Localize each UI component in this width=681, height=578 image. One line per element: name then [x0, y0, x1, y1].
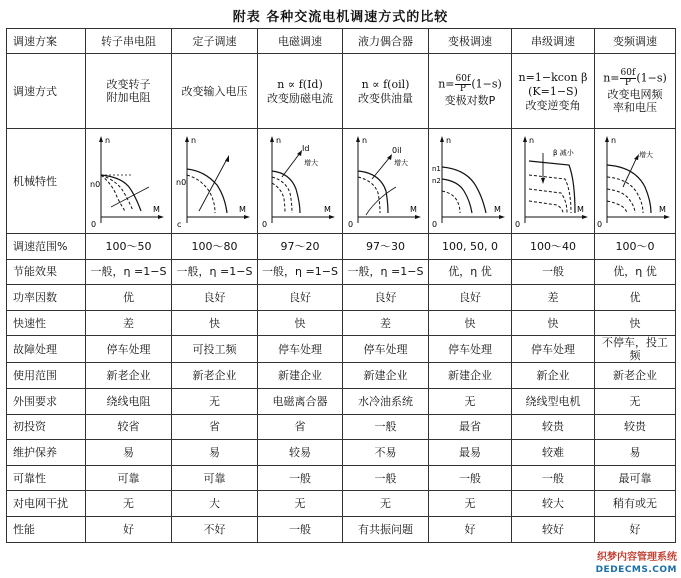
method-cell [429, 54, 512, 129]
characteristic-diagram [260, 131, 340, 231]
row-label: 快速性 [7, 310, 86, 336]
curve [101, 175, 133, 211]
row-label: 调速方式 [7, 54, 86, 129]
speed-formula [597, 69, 673, 88]
col-header: 定子调速 [172, 29, 258, 54]
direction-arrow [623, 157, 637, 187]
table-cell: 较好 [512, 516, 595, 542]
curve [607, 201, 627, 213]
axis-n-label: n [611, 136, 617, 145]
method-cell [343, 54, 429, 129]
table-cell: 一般，η =1−S [172, 259, 258, 285]
table-cell: 不易 [343, 440, 429, 466]
row-label: 功率因数 [7, 285, 86, 311]
table-cell: 停车处理 [512, 336, 595, 363]
origin-label: 0 [515, 220, 521, 229]
fraction-denominator: P [459, 84, 466, 94]
method-text: 改变励磁电流 [267, 91, 333, 105]
characteristic-diagram [89, 131, 169, 231]
curve [529, 189, 567, 213]
characteristic-diagram [346, 131, 426, 231]
table-cell: 好 [595, 516, 676, 542]
row-header-label: 调速方案 [7, 29, 86, 54]
table-cell: 停车处理 [343, 336, 429, 363]
characteristic-cell [258, 129, 343, 234]
table-cell: 不停车，投工频 [595, 336, 676, 363]
row-label: 外围要求 [7, 388, 86, 414]
formula-prefix: n= [603, 71, 620, 84]
col-header: 变频调速 [595, 29, 676, 54]
axis-arrow [415, 215, 421, 219]
table-cell: 一般 [429, 465, 512, 491]
table-cell: 100～40 [512, 234, 595, 260]
table-cell: 好 [86, 516, 172, 542]
axis-m-label: M [577, 205, 584, 214]
row-label: 可靠性 [7, 465, 86, 491]
axis-arrow [185, 136, 189, 142]
method-text: 改变逆变角 [525, 98, 581, 112]
axis-n-label: n [104, 136, 110, 145]
table-cell: 97～30 [343, 234, 429, 260]
table-row [7, 465, 676, 491]
table-cell: 稍有或无 [595, 491, 676, 517]
table-cell: 停车处理 [258, 336, 343, 363]
table-cell: 100～50 [86, 234, 172, 260]
table-cell: 较易 [258, 440, 343, 466]
table-cell: 最可靠 [595, 465, 676, 491]
table-cell: 良好 [172, 285, 258, 311]
method-cell [258, 54, 343, 129]
method-text: 改变转子 [106, 78, 151, 91]
characteristic-cell [86, 129, 172, 234]
table-cell: 无 [86, 491, 172, 517]
characteristic-diagram [595, 131, 675, 231]
table-cell: 快 [172, 310, 258, 336]
curve [529, 175, 571, 213]
col-header: 转子串电阻 [86, 29, 172, 54]
axis-arrow [244, 215, 250, 219]
axis-arrow [329, 215, 335, 219]
table-cell: 易 [86, 440, 172, 466]
table-cell: 易 [595, 440, 676, 466]
table-cell: 新建企业 [429, 363, 512, 389]
axis-arrow [523, 136, 527, 142]
table-cell: 差 [86, 310, 172, 336]
axis-arrow [99, 136, 103, 142]
row-label: 调速范围% [7, 234, 86, 260]
axis-n-label: n [190, 136, 196, 145]
curve [529, 201, 563, 213]
table-cell: 新老企业 [595, 363, 676, 389]
speed-formula: (K=1−S) [528, 84, 578, 98]
load-line [199, 159, 227, 211]
table-cell: 一般，η =1−S [86, 259, 172, 285]
method-text: 附加电阻 [106, 91, 151, 104]
speed-formula: n ∝ f(Id) [277, 77, 323, 91]
page-title: 附表 各种交流电机调速方式的比较 [232, 10, 449, 25]
table-cell: 快 [429, 310, 512, 336]
speed-formula: n ∝ f(oil) [361, 77, 410, 91]
beta-label: β 减小 [553, 149, 574, 157]
table-cell: 新老企业 [86, 363, 172, 389]
row-label: 维护保养 [7, 440, 86, 466]
axis-m-label: M [152, 205, 160, 214]
axis-arrow [664, 215, 670, 219]
table-cell: 快 [595, 310, 676, 336]
load-curve [366, 187, 396, 215]
table-cell: 无 [258, 491, 343, 517]
n0-label: n0 [89, 180, 100, 189]
table-row [7, 336, 676, 363]
axis-arrow [582, 215, 588, 219]
curve [607, 165, 651, 213]
table-cell: 省 [258, 414, 343, 440]
origin-label: 0 [597, 220, 603, 229]
arrow-head [297, 150, 302, 156]
table-cell: 一般 [512, 259, 595, 285]
table-cell: 最省 [429, 414, 512, 440]
n1-label: n1 [432, 165, 441, 173]
method-cell [595, 54, 676, 129]
row-label: 故障处理 [7, 336, 86, 363]
method-text: 改变输入电压 [181, 84, 248, 98]
origin-label: 0 [90, 220, 96, 229]
table-cell: 可靠 [172, 465, 258, 491]
characteristic-cell [512, 129, 595, 234]
table-cell: 快 [512, 310, 595, 336]
table-cell: 良好 [343, 285, 429, 311]
axis-n-label: n [276, 136, 282, 145]
table-cell: 差 [343, 310, 429, 336]
table-cell: 停车处理 [86, 336, 172, 363]
table-cell: 较大 [512, 491, 595, 517]
table-row [7, 388, 676, 414]
axis-arrow [440, 136, 444, 142]
axis-arrow [605, 136, 609, 142]
table-cell: 无 [595, 388, 676, 414]
increase-label: 增大 [304, 159, 318, 167]
table-cell: 绕线电阻 [86, 388, 172, 414]
method-text: 改变供油量 [358, 91, 413, 105]
characteristic-cell [595, 129, 676, 234]
characteristic-cell [343, 129, 429, 234]
table-cell: 易 [172, 440, 258, 466]
axis-m-label: M [659, 205, 666, 214]
arrow-head [541, 178, 545, 184]
fraction-numerator: 60f [455, 74, 471, 84]
table-cell: 新建企业 [258, 363, 343, 389]
row-label: 机械特性 [7, 129, 86, 234]
table-cell: 快 [258, 310, 343, 336]
axis-arrow [356, 136, 360, 142]
table-cell: 绕线型电机 [512, 388, 595, 414]
row-label: 性能 [7, 516, 86, 542]
id-label: Id [302, 144, 310, 153]
curve [272, 177, 292, 213]
col-header: 液力偶合器 [343, 29, 429, 54]
table-row [7, 310, 676, 336]
col-header: 变极调速 [429, 29, 512, 54]
formula-suffix: (1−s) [471, 77, 502, 91]
origin-label: 0 [262, 220, 268, 229]
table-row [7, 440, 676, 466]
axis-m-label: M [494, 205, 501, 214]
axis-arrow [499, 215, 505, 219]
characteristic-diagram [513, 131, 593, 231]
table-cell: 有共振问题 [343, 516, 429, 542]
table-cell: 可靠 [86, 465, 172, 491]
speed-formula: n=1−kcon β [518, 70, 588, 84]
table-cell: 一般 [258, 516, 343, 542]
formula-prefix: n= [438, 77, 455, 91]
table-cell: 一般 [343, 465, 429, 491]
table-cell: 较难 [512, 440, 595, 466]
n2-label: n2 [432, 177, 441, 185]
row-label: 节能效果 [7, 259, 86, 285]
table-cell: 电磁离合器 [258, 388, 343, 414]
method-text: 改变电网频 [607, 87, 663, 101]
characteristic-diagram [175, 131, 255, 231]
axis-n-label: n [529, 136, 535, 145]
characteristic-cell [429, 129, 512, 234]
table-cell: 一般 [258, 465, 343, 491]
origin-label: c [176, 220, 181, 229]
table-cell: 优，η 优 [429, 259, 512, 285]
header-row [7, 29, 676, 54]
table-cell: 无 [429, 491, 512, 517]
table-cell: 省 [172, 414, 258, 440]
table-cell: 较贵 [595, 414, 676, 440]
table-row [7, 234, 676, 260]
table-cell: 可投工频 [172, 336, 258, 363]
table-cell: 差 [512, 285, 595, 311]
table-cell: 97～20 [258, 234, 343, 260]
curve [272, 183, 285, 213]
increase-label: 增大 [639, 151, 653, 159]
table-cell: 一般 [343, 414, 429, 440]
method-text: 率和电压 [613, 100, 657, 114]
method-cell [512, 54, 595, 129]
fraction [455, 75, 472, 94]
axis-n-label: n [446, 136, 452, 145]
method-cell [86, 54, 172, 129]
table-cell: 新老企业 [172, 363, 258, 389]
table-row [7, 259, 676, 285]
table-cell: 良好 [258, 285, 343, 311]
table-cell: 无 [343, 491, 429, 517]
method-text: 变极对数P [444, 94, 496, 107]
table-cell: 好 [429, 516, 512, 542]
origin-label: 0 [432, 220, 438, 229]
axis-arrow [158, 215, 164, 219]
axis-m-label: M [409, 205, 417, 214]
axis-arrow [270, 136, 274, 142]
characteristic-row [7, 129, 676, 234]
table-cell: 水冷油系统 [343, 388, 429, 414]
watermark-line1: 织梦内容管理系统 [597, 552, 677, 563]
table-cell: 优 [86, 285, 172, 311]
table-cell: 无 [172, 388, 258, 414]
table-cell: 不好 [172, 516, 258, 542]
row-label: 对电网干扰 [7, 491, 86, 517]
table-cell: 优，η 优 [595, 259, 676, 285]
axis-m-label: M [238, 205, 246, 214]
table-cell: 优 [595, 285, 676, 311]
table-cell: 一般，η =1−S [343, 259, 429, 285]
table-cell: 较贵 [512, 414, 595, 440]
col-header: 串级调速 [512, 29, 595, 54]
curve [358, 177, 380, 213]
table-row [7, 414, 676, 440]
table-cell: 最易 [429, 440, 512, 466]
table-row [7, 491, 676, 517]
table-cell: 100～0 [595, 234, 676, 260]
fraction-numerator: 60f [620, 67, 636, 78]
direction-arrow [282, 153, 300, 177]
table-cell: 无 [429, 388, 512, 414]
curve [529, 161, 575, 213]
characteristic-diagram [430, 131, 510, 231]
watermark [557, 552, 677, 576]
curve [607, 189, 635, 213]
table-cell: 一般 [512, 465, 595, 491]
comparison-table [6, 28, 676, 543]
table-row [7, 363, 676, 389]
table-row [7, 516, 676, 542]
axis-m-label: M [324, 205, 331, 214]
characteristic-cell [172, 129, 258, 234]
increase-label: 增大 [393, 159, 408, 167]
fraction-denominator: P [624, 77, 631, 88]
table-cell: 新建企业 [343, 363, 429, 389]
fraction [620, 69, 637, 88]
curve [442, 191, 460, 213]
oil-label: 0il [391, 146, 402, 155]
formula-suffix: (1−s) [636, 71, 667, 84]
curve [442, 179, 472, 213]
arrow-head [225, 155, 229, 162]
table-cell: 较省 [86, 414, 172, 440]
table-cell: 一般，η =1−S [258, 259, 343, 285]
n0-label: n0 [175, 178, 186, 187]
method-cell [172, 54, 258, 129]
origin-label: 0 [347, 220, 353, 229]
table-row [7, 285, 676, 311]
method-row [7, 54, 676, 129]
table-cell: 良好 [429, 285, 512, 311]
speed-formula [431, 75, 509, 94]
table-cell: 100, 50, 0 [429, 234, 512, 260]
axis-n-label: n [361, 136, 367, 145]
table-cell: 100～80 [172, 234, 258, 260]
row-label: 初投资 [7, 414, 86, 440]
arrow-head [634, 154, 639, 160]
col-header: 电磁调速 [258, 29, 343, 54]
watermark-line2: DEDECMS.COM [595, 565, 677, 575]
curve [187, 169, 227, 213]
row-label: 使用范围 [7, 363, 86, 389]
curve [272, 171, 300, 213]
table-cell: 大 [172, 491, 258, 517]
table-cell: 停车处理 [429, 336, 512, 363]
table-cell: 新企业 [512, 363, 595, 389]
